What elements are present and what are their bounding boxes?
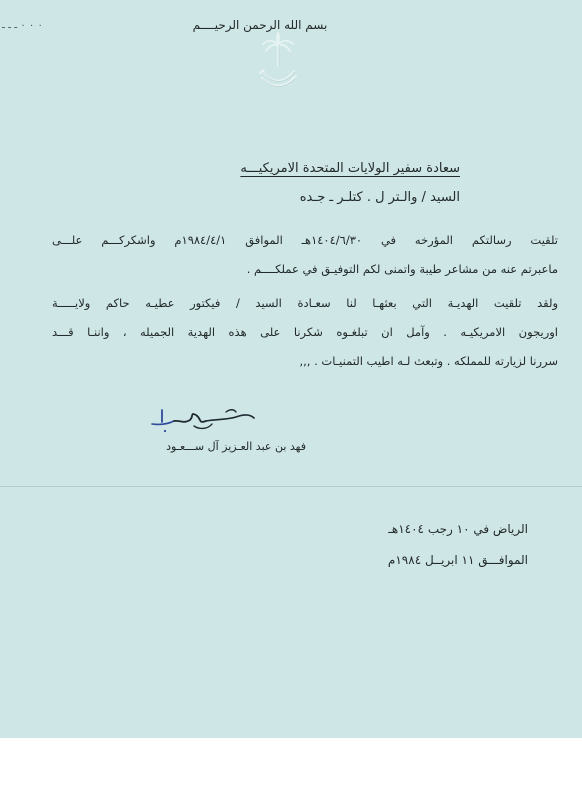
corner-mark: ٠ ٠ ٠ ـ ـ ـ — [2, 20, 43, 31]
handwritten-signature — [150, 402, 260, 438]
crossed-swords-palm-icon — [256, 32, 300, 94]
body-line-3: ولقد تلقيت الهديـة التي بعثهـا لنا سعـادة السيد / فيكتور عطيـه حاكم ولايـــــة — [52, 296, 558, 310]
basmala-heading: بسم الله الرحمن الرحيــــم — [192, 18, 328, 32]
addressee-line: السيد / والـتر ل . كتلـر ـ جـده — [299, 190, 460, 205]
recipient-line: سعادة سفير الولايات المتحدة الامريكيـــه — [240, 161, 460, 176]
body-line-5: سررنا لزيارته للمملكه . وتبعث لـه اطيب التمنيـات . ,,, — [299, 354, 558, 368]
signer-name: فهد بن عبد العـزيز آل ســـعـود — [166, 440, 306, 453]
body-line-4: اوريجون الامريكيـه . وآمل ان تبلغـوه شكرنا على هذه الهدية الجميله ، واننـا قـــد — [52, 325, 558, 339]
body-line-2: ماعبرتم عنه من مشاعر طيبة واتمنى لكم التوفيـق في عملكــــم . — [246, 262, 558, 276]
place-date: الرياض في ١٠ رجب ١٤٠٤هـ — [388, 522, 528, 536]
body-line-1: تلقيت رسالتكم المؤرخه في ١٤٠٤/٦/٣٠هـ الموافق ١٩٨٤/٤/١م واشكركـــم علـــى — [52, 233, 558, 247]
gregorian-date: الموافـــق ١١ ابريــل ١٩٨٤م — [387, 553, 528, 567]
paper-fold-line — [0, 486, 582, 487]
